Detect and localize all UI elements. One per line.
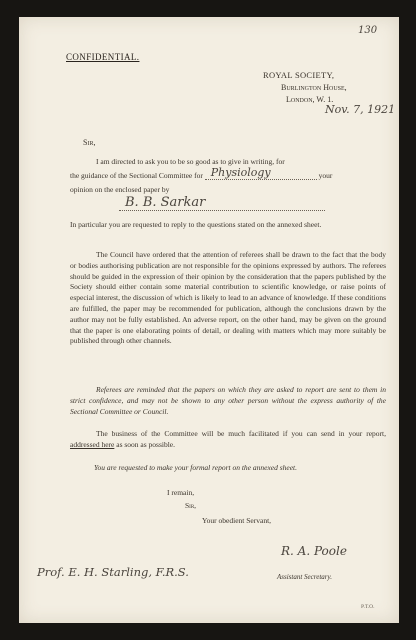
page-number-mark: 130 — [358, 25, 378, 36]
letter-sheet — [19, 17, 399, 623]
paragraph-questions: In particular you are requested to reply to the questions stated on the annexed sheet. — [70, 220, 322, 229]
addressee-handwritten: Prof. E. H. Starling, F.R.S. — [37, 565, 189, 579]
paragraph-council: The Council have ordered that the attention of referees shall be drawn to the fact that the body or bodies authorising publication are not responsible for the opinions expressed by authors. The referees should be guided in the expression of their opinion by the consideration that the papers published by the Society should either contain some material contribution to scientific knowledge, or raise points of especial interest, the discussion of which is likely to lead to an advance of knowledge. If these conditions are fulfilled, the paper may be recommended for publication, although the conclusions drawn by the author may not be fully established. An adverse report, on the other hand, may be given on the ground that the paper is one elaborating points of detail, or dealing with matters which may more suitably be published through other channels. — [70, 250, 386, 346]
paragraph-confidence: Referees are reminded that the papers on which they are asked to report are sent to them in strict confidence, and may not be shown to any other person without the express authority of the Sectional Committee or Council. — [70, 385, 386, 416]
business-text-end: as soon as possible. — [116, 439, 175, 449]
society-name: ROYAL SOCIETY, — [263, 70, 335, 80]
closing-servant: Your obedient Servant, — [202, 516, 272, 525]
intro-line-2-start: the guidance of the Sectional Committee for — [70, 171, 203, 180]
signature: R. A. Poole — [281, 544, 347, 558]
intro-line-3: opinion on the enclosed paper by — [70, 185, 170, 194]
paragraph-business — [70, 429, 386, 451]
confidential-heading: CONFIDENTIAL. — [66, 52, 140, 62]
formal-report-note: You are requested to make your formal report on the annexed sheet. — [94, 463, 298, 472]
salutation: Sir, — [83, 138, 96, 147]
intro-line-2-end: your — [318, 171, 333, 180]
committee-field: Physiology — [205, 166, 317, 180]
intro-line-2 — [70, 168, 386, 182]
intro-line-1: I am directed to ask you to be so good as to give in writing, for — [96, 157, 285, 166]
closing-remain: I remain, — [167, 488, 195, 497]
pto-mark: P.T.O. — [361, 604, 375, 610]
business-text-start: The business of the Committee will be much facilitated if you can send in your report, — [96, 429, 386, 438]
address-line-1: Burlington House, — [281, 83, 347, 92]
closing-sir: Sir, — [185, 501, 197, 510]
addressed-here-underlined: addressed here — [70, 439, 115, 449]
letter-date: Nov. 7, 1921 — [325, 103, 396, 116]
author-field: B. B. Sarkar — [119, 195, 325, 211]
address-line-2: London, W. 1. — [286, 95, 334, 104]
signatory-title: Assistant Secretary. — [277, 573, 332, 581]
